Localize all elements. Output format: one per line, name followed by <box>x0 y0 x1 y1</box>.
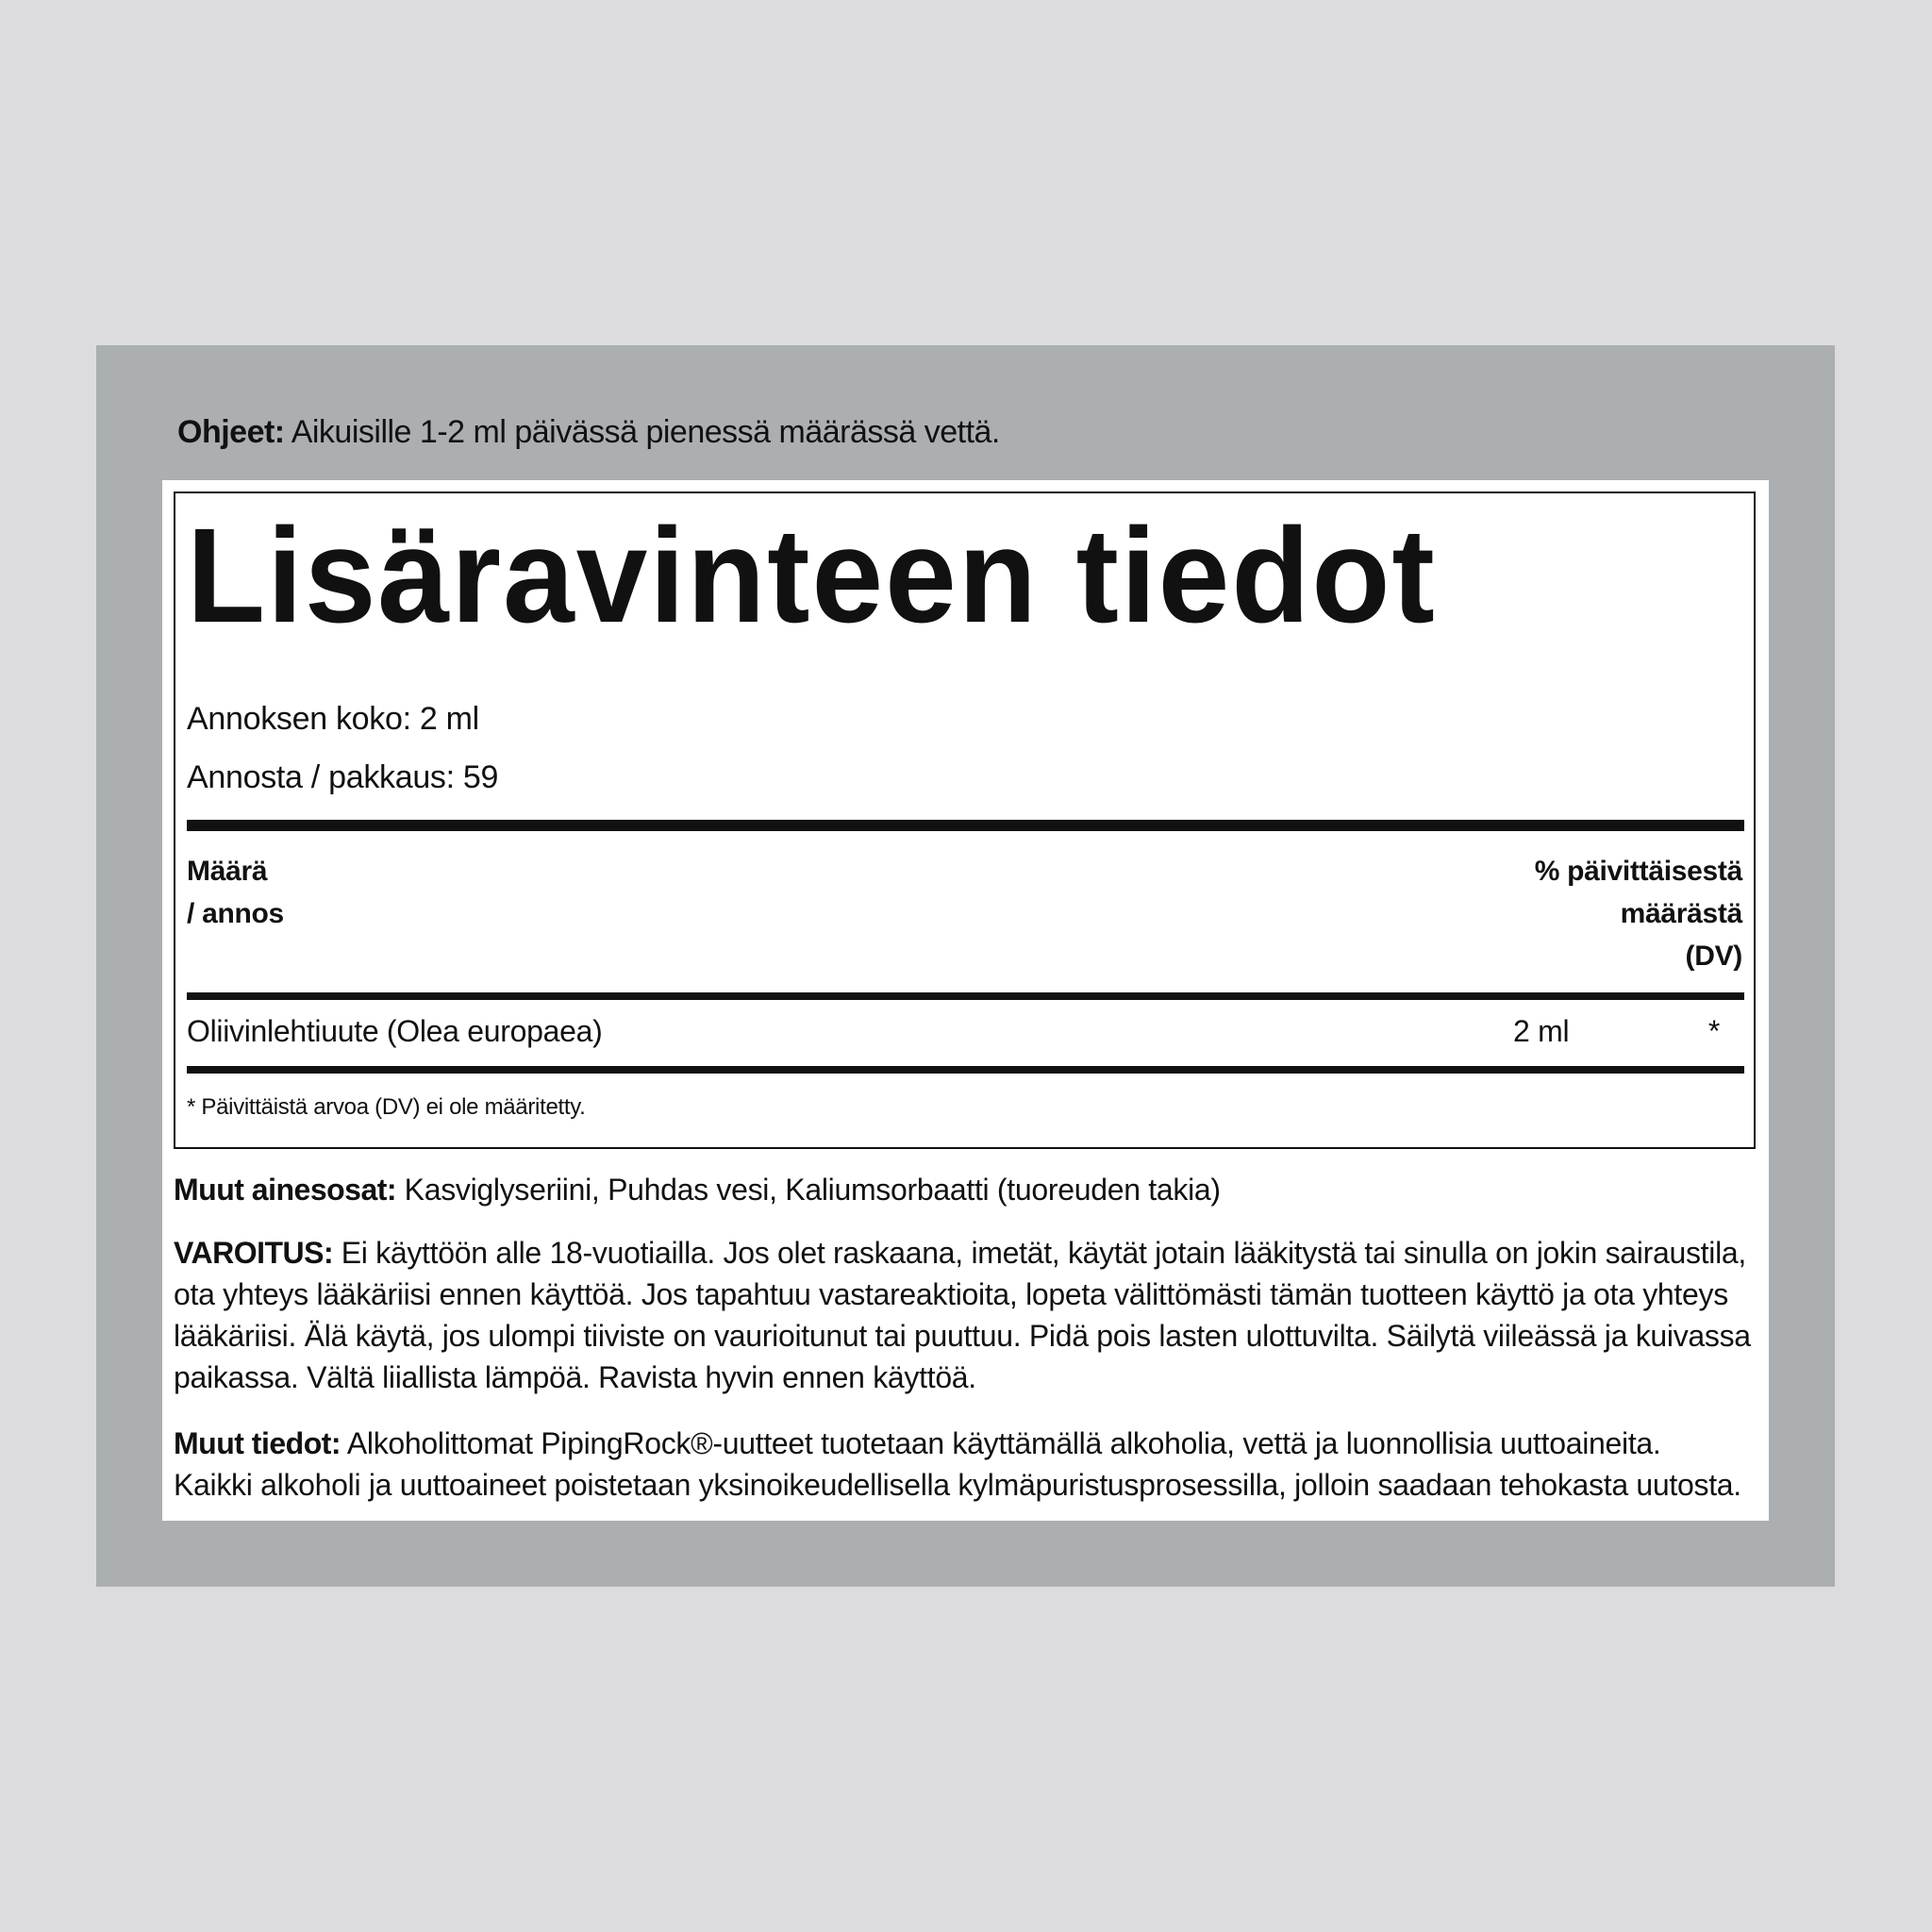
directions <box>177 409 1000 455</box>
dv-footnote: * Päivittäistä arvoa (DV) ei ole määritetty. <box>187 1094 586 1120</box>
warning <box>174 1232 1758 1398</box>
servings-per-container: Annosta / pakkaus: 59 <box>187 759 499 795</box>
warning-line: paikassa. Vältä liiallista lämpöä. Ravista hyvin ennen käyttöä. <box>174 1360 976 1394</box>
ingredient-amount: 2 ml <box>1513 1014 1570 1048</box>
other-info-line: Kaikki alkoholi ja uuttoaineet poistetaan yksinoikeudellisella kylmäpuristusprosessilla, jolloin saadaan tehokasta uutosta. <box>174 1468 1741 1502</box>
serving-size: Annoksen koko: 2 ml <box>187 701 479 737</box>
warning-label: VAROITUS: <box>174 1236 334 1270</box>
medium-divider <box>187 992 1744 1000</box>
amount-header-line: Määrä <box>187 856 268 887</box>
other-ingredients <box>174 1169 1758 1210</box>
amount-header-line: / annos <box>187 898 284 929</box>
supplement-facts-box <box>174 491 1756 1149</box>
dv-header-line: (DV) <box>1685 941 1742 972</box>
other-ingredients-label: Muut ainesosat: <box>174 1173 397 1207</box>
other-info <box>174 1423 1758 1506</box>
directions-label: Ohjeet: <box>177 414 285 450</box>
warning-line <box>174 1232 1758 1274</box>
warning-text: Ei käyttöön alle 18-vuotiailla. Jos olet raskaana, imetät, käytät jotain lääkitystä tai sinulla on jokin sairaustila, <box>333 1236 1746 1270</box>
daily-value-header <box>1535 850 1742 977</box>
warning-line: ota yhteys lääkäriisi ennen käyttöä. Jos tapahtuu vastareaktioita, lopeta välittömästi tämän tuotteen käyttö ja ota yhteys <box>174 1277 1728 1311</box>
facts-title: Lisäravinteen tiedot <box>187 499 1437 651</box>
other-info-line <box>174 1423 1758 1464</box>
dv-header-line: % päivittäisestä <box>1534 856 1742 887</box>
other-info-label: Muut tiedot: <box>174 1426 341 1460</box>
amount-per-serving-header <box>187 850 284 935</box>
dv-header-line: määrästä <box>1620 898 1742 929</box>
ingredient-dv: * <box>1707 1014 1720 1048</box>
ingredient-name: Oliivinlehtiuute (Olea europaea) <box>187 1014 603 1048</box>
medium-divider <box>187 1066 1744 1074</box>
warning-line: lääkäriisi. Älä käytä, jos ulompi tiiviste on vaurioitunut tai puuttuu. Pidä pois lasten ulottuvilta. Säilytä viileässä ja kuivassa <box>174 1319 1751 1353</box>
other-info-text: Alkoholittomat PipingRock®-uutteet tuotetaan käyttämällä alkoholia, vettä ja luonnollisia uuttoaineita. <box>341 1426 1661 1460</box>
directions-text: Aikuisille 1-2 ml päivässä pienessä määrässä vettä. <box>284 414 1000 450</box>
other-ingredients-text: Kasviglyseriini, Puhdas vesi, Kaliumsorbaatti (tuoreuden takia) <box>396 1173 1221 1207</box>
thick-divider <box>187 820 1744 831</box>
